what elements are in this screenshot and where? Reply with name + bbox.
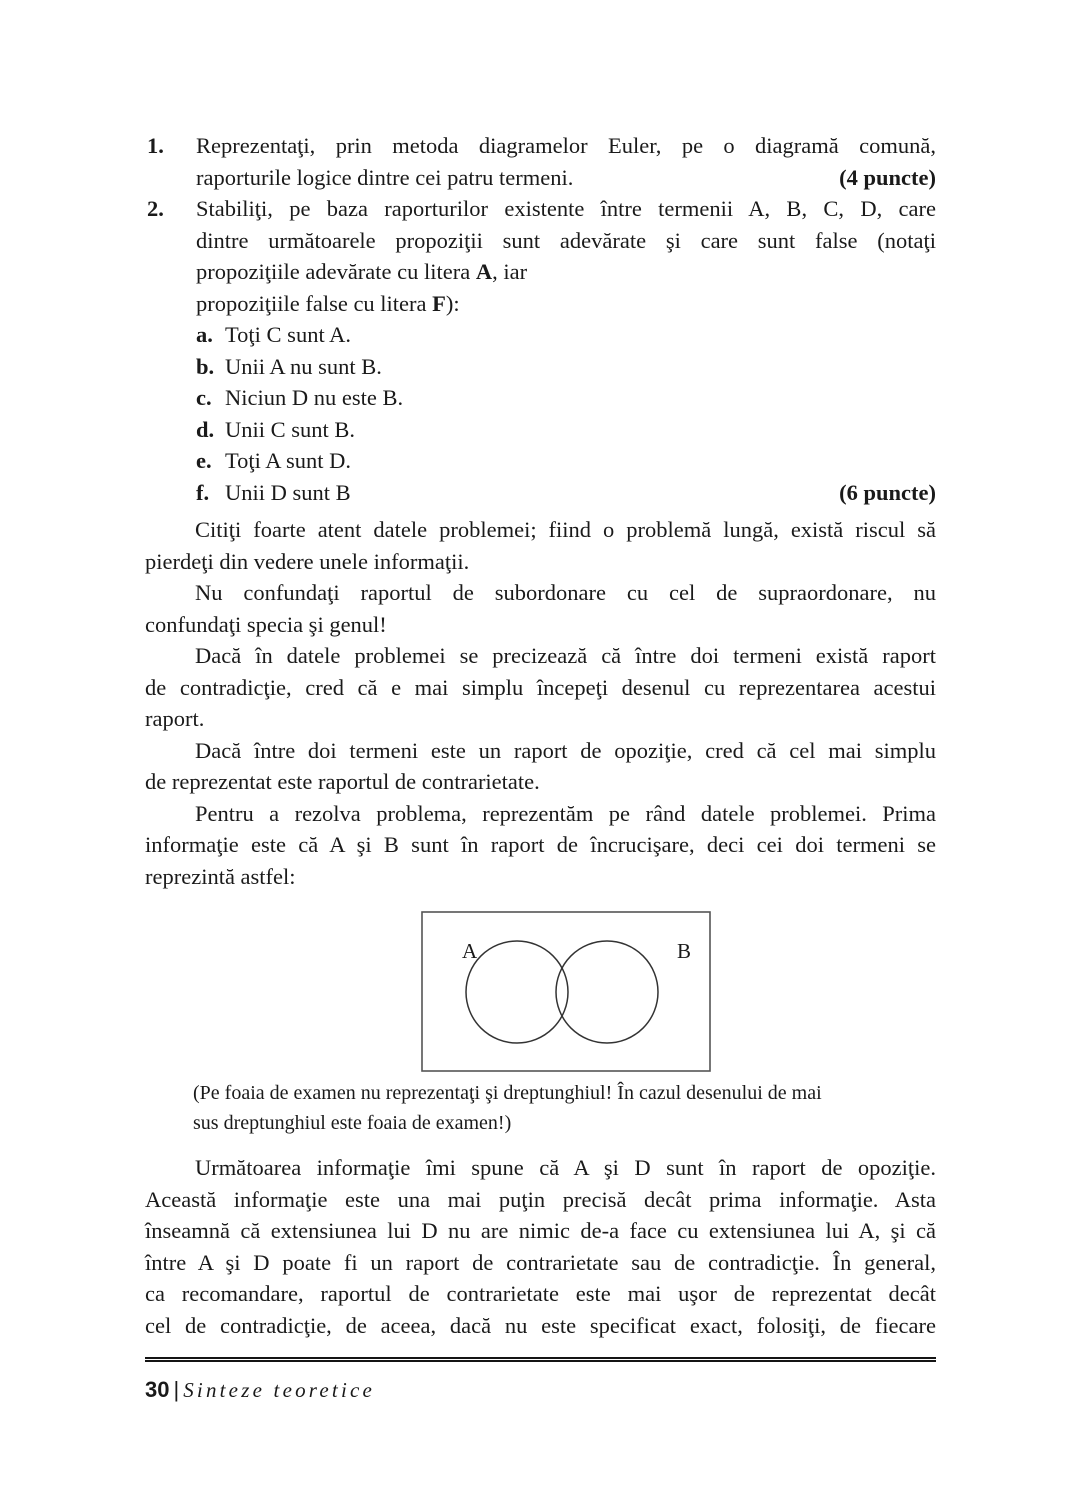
numbered-item-1-line-2 xyxy=(196,162,936,194)
numbered-item-2 xyxy=(145,193,936,319)
paragraph-2-line-2: confundaţi specia şi genul! xyxy=(145,611,387,637)
numbered-item-1-marker: 1. xyxy=(147,133,164,158)
paragraph-6-line-4: între A şi D poate fi un raport de contrarietate sau de contradicţie. În general, xyxy=(145,1249,936,1275)
paragraph-6 xyxy=(145,1152,936,1341)
footer-book-title: Sinteze teoretice xyxy=(183,1378,376,1402)
numbered-task-list xyxy=(145,130,936,319)
footer-separator: | xyxy=(173,1377,180,1402)
figure-caption-line-2: sus dreptunghiul este foaia de examen!) xyxy=(193,1112,512,1134)
bold-letter-A: A xyxy=(475,259,493,284)
lettered-item-b-marker: b. xyxy=(196,353,215,379)
lettered-item-f xyxy=(145,477,936,509)
lettered-item-e xyxy=(145,445,936,477)
figure-caption xyxy=(145,1078,936,1138)
points-badge-6: (6 puncte) xyxy=(839,479,936,505)
numbered-item-1-line-2-text: raporturile logice dintre cei patru termeni. xyxy=(196,164,574,190)
paragraph-6-line-5: ca recomandare, raportul de contrarietate este mai uşor de reprezentat decât xyxy=(145,1281,936,1306)
paragraph-6-line-6: cel de contradicţie, de aceea, dacă nu este specificat exact, folosiţi, de fiecare xyxy=(145,1312,936,1338)
paragraph-2-line-1: Nu confundaţi raportul de subordonare cu cel de supraordonare, nu xyxy=(195,580,936,605)
paragraph-5 xyxy=(145,798,936,893)
bold-letter-F: F xyxy=(432,290,446,316)
paragraph-4-line-2: de reprezentat este raportul de contrarietate. xyxy=(145,769,540,794)
lettered-item-b xyxy=(145,351,936,383)
lettered-item-c-text: Niciun D nu este B. xyxy=(225,385,404,410)
paragraph-5-line-3: reprezintă astfel: xyxy=(145,863,296,889)
lettered-item-d-marker: d. xyxy=(196,416,215,442)
lettered-item-c-marker: c. xyxy=(196,385,212,410)
lettered-item-b-text: Unii A nu sunt B. xyxy=(225,353,382,379)
points-badge-4: (4 puncte) xyxy=(839,164,936,190)
paragraph-1-line-1: Citiţi foarte atent datele problemei; fiind o problemă lungă, există riscul să xyxy=(195,517,936,542)
lettered-item-e-text: Toţi A sunt D. xyxy=(225,448,351,473)
exam-sheet-rectangle xyxy=(422,912,710,1071)
paragraph-3-line-1: Dacă în datele problemei se precizează că între doi termeni există raport xyxy=(195,643,936,668)
figure-caption-line-1: (Pe foaia de examen nu reprezentaţi şi dreptunghiul! În cazul desenului de mai xyxy=(193,1082,822,1104)
lettered-item-d xyxy=(145,414,936,446)
numbered-item-2-line-1: Stabiliţi, pe baza raporturilor existente între termenii A, B, C, D, care xyxy=(196,196,936,221)
circle-A-label: A xyxy=(462,939,478,963)
paragraph-3 xyxy=(145,640,936,735)
lettered-item-e-marker: e. xyxy=(196,448,212,473)
numbered-item-2-line-2: dintre următoarele propoziţii sunt adevărate şi care sunt false (notaţi xyxy=(196,227,936,253)
lettered-item-a-text: Toţi C sunt A. xyxy=(225,322,351,347)
paragraph-6-line-3: înseamnă că extensiunea lui D nu are nimic de-a face cu extensiunea lui A, şi că xyxy=(145,1218,936,1243)
numbered-item-1-body xyxy=(196,130,936,193)
paragraph-3-line-2: de contradicţie, cred că e mai simplu începeţi desenul cu reprezentarea acestui xyxy=(145,674,936,700)
numbered-item-2-line-3: propoziţiile adevărate cu litera A, iar xyxy=(196,259,528,284)
paragraph-3-line-3: raport. xyxy=(145,706,205,731)
lettered-item-a-marker: a. xyxy=(196,322,213,347)
lettered-item-d-text: Unii C sunt B. xyxy=(225,416,356,442)
footer-rule-bottom xyxy=(145,1360,936,1362)
paragraph-5-line-1: Pentru a rezolva problema, reprezentăm pe rând datele problemei. Prima xyxy=(195,800,936,826)
paragraph-2 xyxy=(145,577,936,640)
paragraph-6-line-1: Următoarea informaţie îmi spune că A şi D sunt în raport de opoziţie. xyxy=(195,1155,936,1180)
footer-content xyxy=(145,1376,936,1404)
lettered-item-a xyxy=(145,319,936,351)
paragraph-6-line-2: Această informaţie este una mai puţin precisă decât prima informaţie. Asta xyxy=(145,1186,936,1212)
page-footer xyxy=(145,1357,936,1404)
numbered-item-2-line-4: propoziţiile false cu litera F): xyxy=(196,290,460,316)
paragraph-1-line-2: pierdeţi din vedere unele informaţii. xyxy=(145,548,470,574)
circle-B-label: B xyxy=(677,939,692,963)
lettered-item-f-text: Unii D sunt B xyxy=(225,479,351,505)
paragraph-4-line-1: Dacă între doi termeni este un raport de opoziţie, cred că cel mai simplu xyxy=(195,737,936,763)
numbered-item-2-body xyxy=(196,193,936,319)
lettered-proposition-list xyxy=(145,319,936,508)
paragraph-4 xyxy=(145,735,936,798)
figure-container xyxy=(145,900,936,1078)
euler-venn-diagram xyxy=(421,911,711,1072)
page-number: 30 xyxy=(145,1377,170,1402)
page-content xyxy=(145,130,936,1341)
lettered-item-f-marker: f. xyxy=(196,479,210,505)
numbered-item-2-marker: 2. xyxy=(147,196,164,221)
numbered-item-1 xyxy=(145,130,936,193)
paragraph-5-line-2: informaţie este că A şi B sunt în raport de încrucişare, deci cei doi termeni se xyxy=(145,832,936,857)
paragraph-1 xyxy=(145,514,936,577)
lettered-item-c xyxy=(145,382,936,414)
numbered-item-1-line-1: Reprezentaţi, prin metoda diagramelor Euler, pe o diagramă comună, xyxy=(196,133,936,158)
